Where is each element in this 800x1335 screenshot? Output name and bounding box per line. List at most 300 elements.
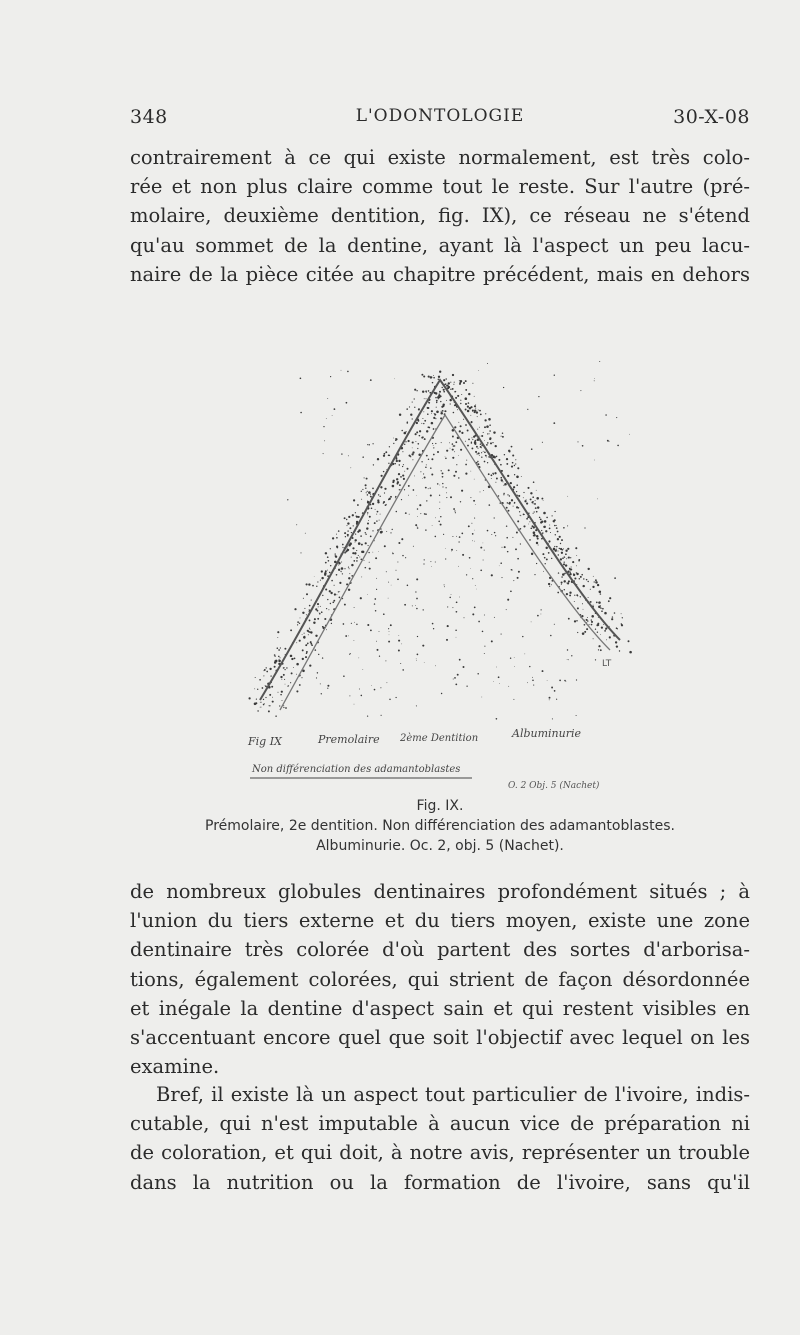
stipple-dot (478, 621, 480, 623)
stipple-dot (348, 516, 350, 518)
stipple-dot (460, 380, 463, 383)
stipple-dot (570, 557, 571, 558)
stipple-dot (356, 550, 357, 551)
stipple-dot (435, 665, 436, 666)
stipple-dot (356, 557, 358, 559)
stipple-dot (332, 601, 334, 603)
stipple-dot (530, 527, 532, 529)
stipple-dot (371, 507, 373, 509)
stipple-dot (372, 530, 373, 531)
stipple-dot (495, 445, 497, 447)
stipple-dot (279, 659, 280, 660)
stipple-dot (265, 697, 266, 698)
stipple-dot (300, 552, 301, 553)
stipple-dot (518, 571, 520, 573)
stipple-dot (481, 697, 482, 698)
stipple-dot (417, 516, 418, 517)
stipple-dot (305, 656, 307, 658)
stipple-dot (354, 622, 355, 623)
stipple-dot (278, 660, 281, 663)
stipple-dot (438, 378, 440, 380)
stipple-dot (408, 440, 410, 442)
stipple-dot (607, 440, 609, 442)
stipple-dot (303, 598, 304, 599)
stipple-dot (399, 414, 401, 416)
stipple-dot (609, 626, 610, 627)
stipple-dot (563, 548, 564, 549)
stipple-dot (439, 508, 440, 509)
stipple-dot (465, 389, 467, 391)
stipple-dot (507, 494, 508, 495)
stipple-dot (526, 503, 528, 505)
stipple-dot (416, 390, 417, 391)
stipple-dot (616, 417, 617, 418)
stipple-dot (366, 492, 367, 493)
stipple-dot (503, 387, 504, 388)
stipple-dot (306, 583, 308, 585)
stipple-dot (373, 464, 374, 465)
stipple-dot (376, 641, 377, 642)
stipple-dot (347, 530, 348, 531)
stipple-dot (468, 525, 470, 527)
stipple-dot (571, 655, 572, 656)
stipple-dot (392, 485, 395, 488)
stipple-dot (570, 572, 571, 573)
stipple-dot (294, 658, 296, 660)
text-line: contrairement à ce qui existe normalement, est très colo- (130, 146, 750, 169)
stipple-dot (457, 674, 459, 676)
stipple-dot (263, 704, 265, 706)
stipple-dot (524, 500, 526, 502)
stipple-dot (594, 460, 595, 461)
stipple-dot (551, 584, 552, 585)
stipple-dot (352, 552, 354, 554)
stipple-dot (401, 538, 403, 540)
stipple-dot (561, 549, 563, 551)
stipple-dot (334, 408, 336, 410)
text-line: et inégale la dentine d'aspect sain et qui restent visibles en (130, 996, 750, 1020)
stipple-dot (455, 512, 456, 513)
stipple-dot (433, 417, 435, 419)
stipple-dot (391, 585, 392, 586)
stipple-dot (270, 675, 271, 676)
stipple-dot (375, 610, 377, 612)
stipple-dot (300, 412, 302, 414)
stipple-dot (456, 536, 457, 537)
stipple-dot (503, 493, 504, 494)
stipple-dot (346, 519, 347, 520)
stipple-dots (248, 361, 631, 720)
stipple-dot (567, 548, 569, 550)
stipple-dot (482, 631, 484, 633)
stipple-dot (396, 460, 398, 462)
stipple-dot (538, 396, 539, 397)
stipple-dot (347, 371, 349, 373)
stipple-dot (283, 705, 284, 706)
stipple-dot (473, 436, 475, 438)
stipple-dot (399, 489, 400, 490)
stipple-dot (483, 432, 484, 433)
stipple-dot (442, 403, 444, 405)
stipple-dot (395, 496, 396, 497)
stipple-dot (426, 464, 427, 465)
stipple-dot (339, 597, 341, 599)
stipple-dot (485, 413, 486, 414)
stipple-dot (435, 397, 437, 399)
stipple-dot (278, 649, 280, 651)
stipple-dot (474, 607, 476, 609)
stipple-dot (535, 507, 537, 509)
stipple-dot (462, 554, 464, 556)
stipple-dot (495, 482, 496, 483)
stipple-dot (433, 428, 435, 430)
stipple-dot (453, 384, 454, 385)
stipple-dot (560, 558, 562, 560)
stipple-dot (442, 472, 444, 474)
stipple-dot (582, 445, 584, 447)
stipple-dot (445, 458, 447, 460)
stipple-dot (327, 685, 329, 687)
stipple-dot (454, 445, 455, 446)
stipple-dot (465, 464, 467, 466)
stipple-dot (484, 461, 486, 463)
stipple-dot (548, 552, 550, 554)
stipple-dot (533, 526, 535, 528)
stipple-dot (487, 442, 489, 444)
stipple-dot (401, 499, 402, 500)
stipple-dot (426, 430, 428, 432)
stipple-dot (392, 553, 394, 555)
stipple-dot (579, 578, 581, 580)
stipple-dot (580, 390, 581, 391)
stipple-dot (533, 535, 534, 536)
stipple-dot (561, 576, 563, 578)
stipple-dot (439, 391, 441, 393)
stipple-dot (465, 397, 468, 400)
stipple-dot (319, 613, 321, 615)
stipple-dot (595, 629, 596, 630)
stipple-dot (465, 424, 467, 426)
stipple-dot (531, 553, 533, 555)
stipple-dot (384, 492, 385, 493)
stipple-dot (490, 474, 492, 476)
stipple-dot (349, 695, 350, 696)
stipple-dot (352, 547, 354, 549)
stipple-dot (316, 677, 317, 678)
stipple-dot (422, 390, 424, 392)
stipple-dot (458, 541, 459, 542)
stipple-dot (523, 525, 525, 527)
stipple-dot (498, 676, 500, 678)
stipple-dot (458, 455, 459, 456)
stipple-dot (543, 526, 544, 527)
stipple-dot (472, 613, 474, 615)
stipple-dot (415, 524, 417, 526)
text-line: cutable, qui n'est imputable à aucun vice de préparation ni (130, 1112, 750, 1136)
stipple-dot (438, 376, 440, 378)
stipple-dot (404, 489, 405, 490)
text-line: l'union du tiers externe et du tiers moyen, existe une zone (130, 909, 750, 933)
stipple-dot (439, 502, 440, 503)
stipple-dot (333, 600, 335, 602)
text-line: de coloration, et qui doit, à notre avis, représenter un trouble (130, 1141, 750, 1165)
stipple-dot (322, 626, 324, 628)
stipple-dot (255, 677, 256, 678)
stipple-dot (305, 533, 306, 534)
stipple-dot (567, 496, 568, 497)
stipple-dot (362, 489, 363, 490)
stipple-dot (509, 451, 511, 453)
stipple-dot (543, 500, 544, 501)
stipple-dot (576, 620, 578, 622)
stipple-dot (370, 496, 372, 498)
text-line: Bref, il existe là un aspect tout particulier de l'ivoire, indis- (156, 1083, 750, 1106)
stipple-dot (567, 649, 568, 650)
stipple-dot (309, 628, 310, 629)
stipple-dot (510, 590, 512, 592)
stipple-dot (393, 438, 394, 439)
stipple-dot (284, 669, 285, 670)
stipple-dot (507, 475, 509, 477)
stipple-dot (611, 618, 613, 620)
stipple-dot (475, 585, 476, 586)
stipple-dot (629, 434, 630, 435)
stipple-dot (495, 535, 496, 536)
stipple-dot (502, 432, 503, 433)
stipple-dot (254, 688, 255, 689)
stipple-dot (477, 416, 478, 417)
stipple-dot (274, 654, 276, 656)
stipple-dot (502, 436, 504, 438)
stipple-dot (360, 558, 362, 560)
stipple-dot (476, 411, 478, 413)
stipple-dot (483, 560, 484, 561)
stipple-dot (374, 689, 376, 691)
stipple-dot (432, 382, 434, 384)
stipple-dot (385, 451, 387, 453)
stipple-dot (581, 574, 583, 576)
stipple-dot (584, 527, 585, 528)
stipple-dot (432, 525, 433, 526)
stipple-dot (459, 383, 461, 385)
stipple-dot (453, 475, 455, 477)
stipple-dot (577, 441, 578, 442)
stipple-dot (417, 420, 419, 422)
stipple-dot (417, 654, 419, 656)
stipple-dot (461, 432, 463, 434)
stipple-dot (257, 689, 258, 690)
stipple-dot (280, 647, 281, 648)
stipple-dot (309, 605, 311, 607)
stipple-dot (360, 535, 362, 537)
stipple-dot (478, 452, 480, 454)
stipple-dot (334, 585, 335, 586)
stipple-dot (364, 560, 365, 561)
stipple-dot (385, 660, 386, 661)
stipple-dot (600, 649, 602, 651)
stipple-dot (563, 527, 565, 529)
stipple-dot (411, 453, 413, 455)
stipple-dot (401, 644, 402, 645)
stipple-dot (358, 516, 360, 518)
stipple-dot (524, 654, 525, 655)
stipple-dot (367, 715, 368, 716)
stipple-dot (384, 545, 386, 547)
stipple-dot (599, 361, 600, 362)
stipple-dot (269, 668, 271, 670)
stipple-dot (517, 467, 519, 469)
stipple-dot (370, 379, 372, 381)
stipple-dot (372, 503, 374, 505)
stipple-dot (479, 427, 480, 428)
stipple-dot (361, 499, 362, 500)
caption-line-2: Albuminurie. Oc. 2, obj. 5 (Nachet). (316, 838, 564, 854)
stipple-dot (330, 603, 331, 604)
caption-line-1: Prémolaire, 2e dentition. Non différenciation des adamantoblastes. (205, 818, 675, 834)
stipple-dot (539, 517, 541, 519)
stipple-dot (583, 609, 584, 610)
stipple-dot (500, 464, 502, 466)
stipple-dot (605, 627, 607, 629)
stipple-dot (431, 473, 433, 475)
stipple-dot (277, 637, 278, 638)
stipple-dot (516, 506, 518, 508)
text-line: qu'au sommet de la dentine, ayant là l'aspect un peu lacu- (130, 233, 750, 257)
stipple-dot (605, 414, 607, 416)
stipple-dot (358, 658, 359, 659)
stipple-dot (558, 572, 559, 573)
stipple-dot (467, 406, 469, 408)
stipple-dot (537, 506, 539, 508)
stipple-dot (291, 658, 293, 660)
stipple-dot (533, 481, 535, 483)
stipple-dot (456, 637, 457, 638)
stipple-dot (578, 560, 580, 562)
stipple-dot (597, 584, 599, 586)
stipple-dot (532, 496, 534, 498)
stipple-dot (546, 558, 548, 560)
stipple-dot (412, 448, 413, 449)
stipple-dot (541, 498, 543, 500)
stipple-dot (496, 478, 498, 480)
stipple-dot (357, 504, 359, 506)
stipple-dot (309, 664, 311, 666)
stipple-dot (454, 677, 456, 679)
stipple-dot (492, 473, 494, 475)
stipple-dot (461, 490, 463, 492)
stipple-dot (598, 649, 599, 650)
stipple-dot (448, 469, 450, 471)
stipple-dot (300, 617, 301, 618)
stipple-dot (300, 377, 302, 379)
stipple-dot (416, 608, 418, 610)
stipple-dot (424, 438, 426, 440)
stipple-dot (571, 566, 572, 567)
stipple-dot (569, 592, 571, 594)
stipple-dot (463, 419, 464, 420)
stipple-dot (431, 422, 434, 425)
stipple-dot (622, 617, 623, 618)
stipple-dot (514, 657, 515, 658)
stipple-dot (368, 520, 369, 521)
stipple-dot (561, 539, 563, 541)
stipple-dot (336, 534, 337, 535)
stipple-dot (423, 609, 424, 610)
stipple-dot (532, 680, 534, 682)
stipple-dot (361, 576, 362, 577)
stipple-dot (507, 599, 509, 601)
stipple-dot (444, 586, 445, 587)
stipple-dot (458, 422, 459, 423)
stipple-dot (468, 393, 470, 395)
stipple-dot (564, 556, 565, 557)
stipple-dot (479, 410, 481, 412)
stipple-dot (354, 704, 355, 705)
stipple-dot (515, 459, 516, 460)
stipple-dot (513, 486, 515, 488)
stipple-dot (619, 650, 620, 651)
stipple-dot (260, 702, 261, 703)
stipple-dot (422, 418, 423, 419)
stipple-dot (280, 676, 282, 678)
stipple-dot (306, 614, 307, 615)
stipple-dot (377, 649, 379, 651)
stipple-dot (353, 525, 354, 526)
caption-fig-number: Fig. IX. (416, 798, 464, 814)
stipple-dot (404, 471, 405, 472)
stipple-dot (600, 607, 601, 608)
stipple-dot (423, 411, 424, 412)
stipple-dot (543, 512, 546, 515)
stipple-dot (487, 530, 489, 532)
stipple-dot (367, 501, 368, 502)
stipple-dot (274, 660, 275, 661)
stipple-dot (376, 514, 377, 515)
stipple-dot (328, 609, 329, 610)
stipple-dot (521, 476, 522, 477)
stipple-dot (266, 671, 268, 673)
stipple-dot (474, 405, 476, 407)
stipple-dot (566, 558, 567, 559)
stipple-dot (257, 710, 258, 711)
stipple-dot (506, 458, 508, 460)
stipple-dot (512, 462, 514, 464)
handwritten-dentition-label: 2ème Dentition (400, 733, 479, 744)
stipple-dot (325, 552, 327, 554)
stipple-dot (540, 614, 541, 615)
stipple-dot (542, 553, 544, 555)
stipple-dot (537, 538, 539, 540)
stipple-dot (491, 534, 492, 535)
stipple-dot (536, 535, 539, 538)
stipple-dot (402, 555, 403, 556)
stipple-dot (402, 466, 403, 467)
stipple-dot (481, 435, 483, 437)
stipple-dot (349, 542, 352, 545)
stipple-dot (557, 592, 559, 594)
stipple-dot (475, 440, 477, 442)
stipple-dot (451, 594, 452, 595)
stipple-dot (400, 476, 402, 478)
stipple-dot (477, 673, 479, 675)
stipple-dot (388, 641, 390, 643)
stipple-dot (306, 593, 308, 595)
stipple-dot (323, 453, 324, 454)
stipple-dot (450, 448, 451, 449)
stipple-dot (549, 528, 551, 530)
stipple-dot (470, 568, 471, 569)
stipple-dot (317, 610, 319, 612)
